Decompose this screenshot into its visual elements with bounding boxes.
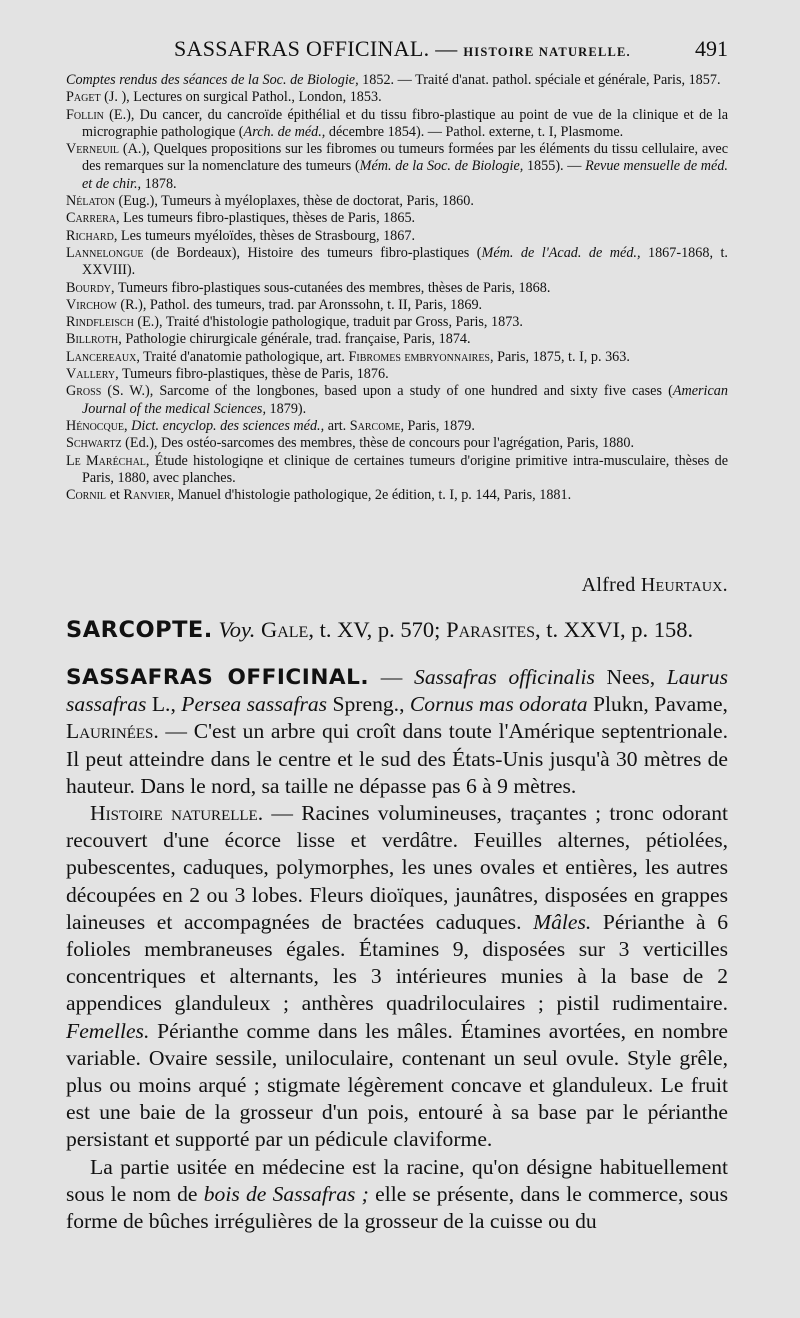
entry-term: SARCOPTE. [66, 617, 213, 643]
reference-item: Paget (J. ), Lectures on surgical Pathol., London, 1853. [66, 89, 382, 106]
reference-author: Virchow [66, 296, 117, 313]
reference-author: Gross [66, 383, 102, 400]
reference-author: Schwartz [66, 435, 122, 452]
reference-author: Hénocque [66, 417, 125, 434]
running-title-main: SASSAFRAS OFFICINAL. [174, 36, 430, 61]
reference-item: Billroth, Pathologie chirurgicale générale, trad. française, Paris, 1874. [66, 331, 471, 348]
running-title-dash: — [435, 36, 458, 61]
section-heading: Histoire naturelle. [90, 801, 264, 826]
author-signature: Alfred Heurtaux. [581, 574, 728, 596]
reference-item: Bourdy, Tumeurs fibro-plastiques sous-cutanées des membres, thèses de Paris, 1868. [66, 279, 551, 296]
reference-item: Follin (E.), Du cancer, du cancroïde épithélial et du tissu fibro-plastique au point de vue de la clinique et de la micrographie pathologique (Arch. de méd., décembre 1854). — Pathol. externe, t. I, Plasmome. [66, 106, 728, 140]
reference-author: Billroth [66, 331, 119, 348]
running-title-section: HISTOIRE NATURELLE. [463, 45, 631, 59]
reference-author: Vallery [66, 366, 116, 383]
reference-item: Cornil et Ranvier, Manuel d'histologie pathologique, 2e édition, t. I, p. 144, Paris, 1881. [66, 487, 572, 504]
reference-item: Nélaton (Eug.), Tumeurs à myéloplaxes, thèse de doctorat, Paris, 1860. [66, 193, 474, 210]
reference-author: Le Maréchal [66, 452, 146, 469]
cross-reference-entry: SARCOPTE. Voy. Gale, t. XV, p. 570; Parasites, t. XXVI, p. 158. [66, 617, 694, 643]
reference-item: Gross (S. W.), Sarcome of the longbones, based upon a study of one hundred and sixty five cases (American Journal of the medical Sciences, 1879). [66, 383, 728, 417]
reference-author: Nélaton [66, 193, 115, 210]
reference-item: Lannelongue (de Bordeaux), Histoire des tumeurs fibro-plastiques (Mém. de l'Acad. de méd., 1867-1868, t. XXVIII). [66, 244, 728, 279]
natural-history-paragraph: Histoire naturelle. — Racines volumineuses, traçantes ; tronc odorant recouvert d'une écorce lisse et verdâtre. Feuilles alternes, pétiolées, pubescentes, caduques, polymorphes, les unes ovales et entières, les autres découpées en 2 ou 3 lobes. Fleurs dioïques, jaunâtres, disposées en grappes laineuses et accompagnées de bractées caduques. Mâles. Périanthe à 6 folioles membraneuses égales. Étamines 9, disposées sur 3 verticilles concentriques et alternants, les 3 intérieures munies à la base de 2 appendices glanduleux ; anthères quadriloculaires ; pistil rudimentaire. Femelles. Périanthe comme dans les mâles. Étamines avortées, en nombre variable. Ovaire sessile, uniloculaire, contenant un seul ovule. Style grêle, plus ou moins arqué ; stigmate légèrement concave et glanduleux. Le fruit est une baie de la grosseur d'un pois, entouré à sa base par le périanthe persistant et supporté par un pédicule claviforme. [66, 801, 728, 1152]
reference-item: Richard, Les tumeurs myéloïdes, thèses de Strasbourg, 1867. [66, 227, 415, 244]
running-header [66, 36, 728, 60]
reference-author: Follin [66, 106, 104, 123]
reference-author: Cornil [66, 487, 107, 504]
article-body [66, 664, 728, 1235]
reference-item: Rindfleisch (E.), Traité d'histologie pathologique, traduit par Gross, Paris, 1873. [66, 314, 523, 331]
reference-item: Carrera, Les tumeurs fibro-plastiques, thèses de Paris, 1865. [66, 210, 416, 227]
reference-author: Lannelongue [66, 244, 144, 261]
reference-item: Le Maréchal, Étude histologiqne et clinique de certaines tumeurs d'origine primitive intra-musculaire, thèses de Paris, 1880, avec planches. [66, 452, 728, 486]
page-number: 491 [695, 36, 728, 61]
article-intro: SASSAFRAS OFFICINAL. — Sassafras officinalis Nees, Laurus sassafras L., Persea sassafras Spreng., Cornus mas odorata Plukn, Pavame, Laurinées. — C'est un arbre qui croît dans toute l'Amérique septentrionale. Il peut atteindre dans le centre et le sud des États-Unis jusqu'à 30 mètres de hauteur. Dans le nord, sa taille ne dépasse pas 6 à 9 mètres. [66, 665, 729, 798]
reference-author: Richard [66, 227, 114, 244]
reference-item: Verneuil (A.), Quelques propositions sur les fibromes ou tumeurs formées par les éléments du tissu cellulaire, avec des remarques sur la nomenclature des tumeurs (Mém. de la Soc. de Biologie, 1855). — Revue mensuelle de méd. et de chir., 1878. [66, 141, 728, 192]
reference-item: Virchow (R.), Pathol. des tumeurs, trad. par Aronssohn, t. II, Paris, 1869. [66, 296, 483, 313]
reference-author: Verneuil [66, 141, 120, 158]
reference-item: Vallery, Tumeurs fibro-plastiques, thèse de Paris, 1876. [66, 366, 389, 383]
reference-author: Carrera [66, 210, 117, 227]
reference-author: Bourdy [66, 279, 112, 296]
reference-item: Comptes rendus des séances de la Soc. de Biologie, 1852. — Traité d'anat. pathol. spéciale et générale, Paris, 1857. [66, 72, 721, 88]
reference-item: Hénocque, Dict. encyclop. des sciences méd., art. Sarcome, Paris, 1879. [66, 417, 475, 434]
bibliography [66, 72, 728, 504]
article-term: SASSAFRAS OFFICINAL. [66, 665, 370, 690]
usage-paragraph: La partie usitée en médecine est la racine, qu'on désigne habituellement sous le nom de bois de Sassafras ; elle se présente, dans le commerce, sous forme de bûches irrégulières de la grosseur de la cuisse ou du [66, 1154, 728, 1234]
reference-item: Schwartz (Ed.), Des ostéo-sarcomes des membres, thèse de concours pour l'agrégation, Paris, 1880. [66, 435, 635, 452]
reference-author: Rindfleisch [66, 314, 134, 331]
reference-author: Lancereaux [66, 348, 137, 365]
reference-item: Lancereaux, Traité d'anatomie pathologique, art. Fibromes embryonnaires, Paris, 1875, t. I, p. 363. [66, 348, 630, 365]
reference-author: Paget [66, 89, 101, 106]
running-title [174, 36, 631, 62]
